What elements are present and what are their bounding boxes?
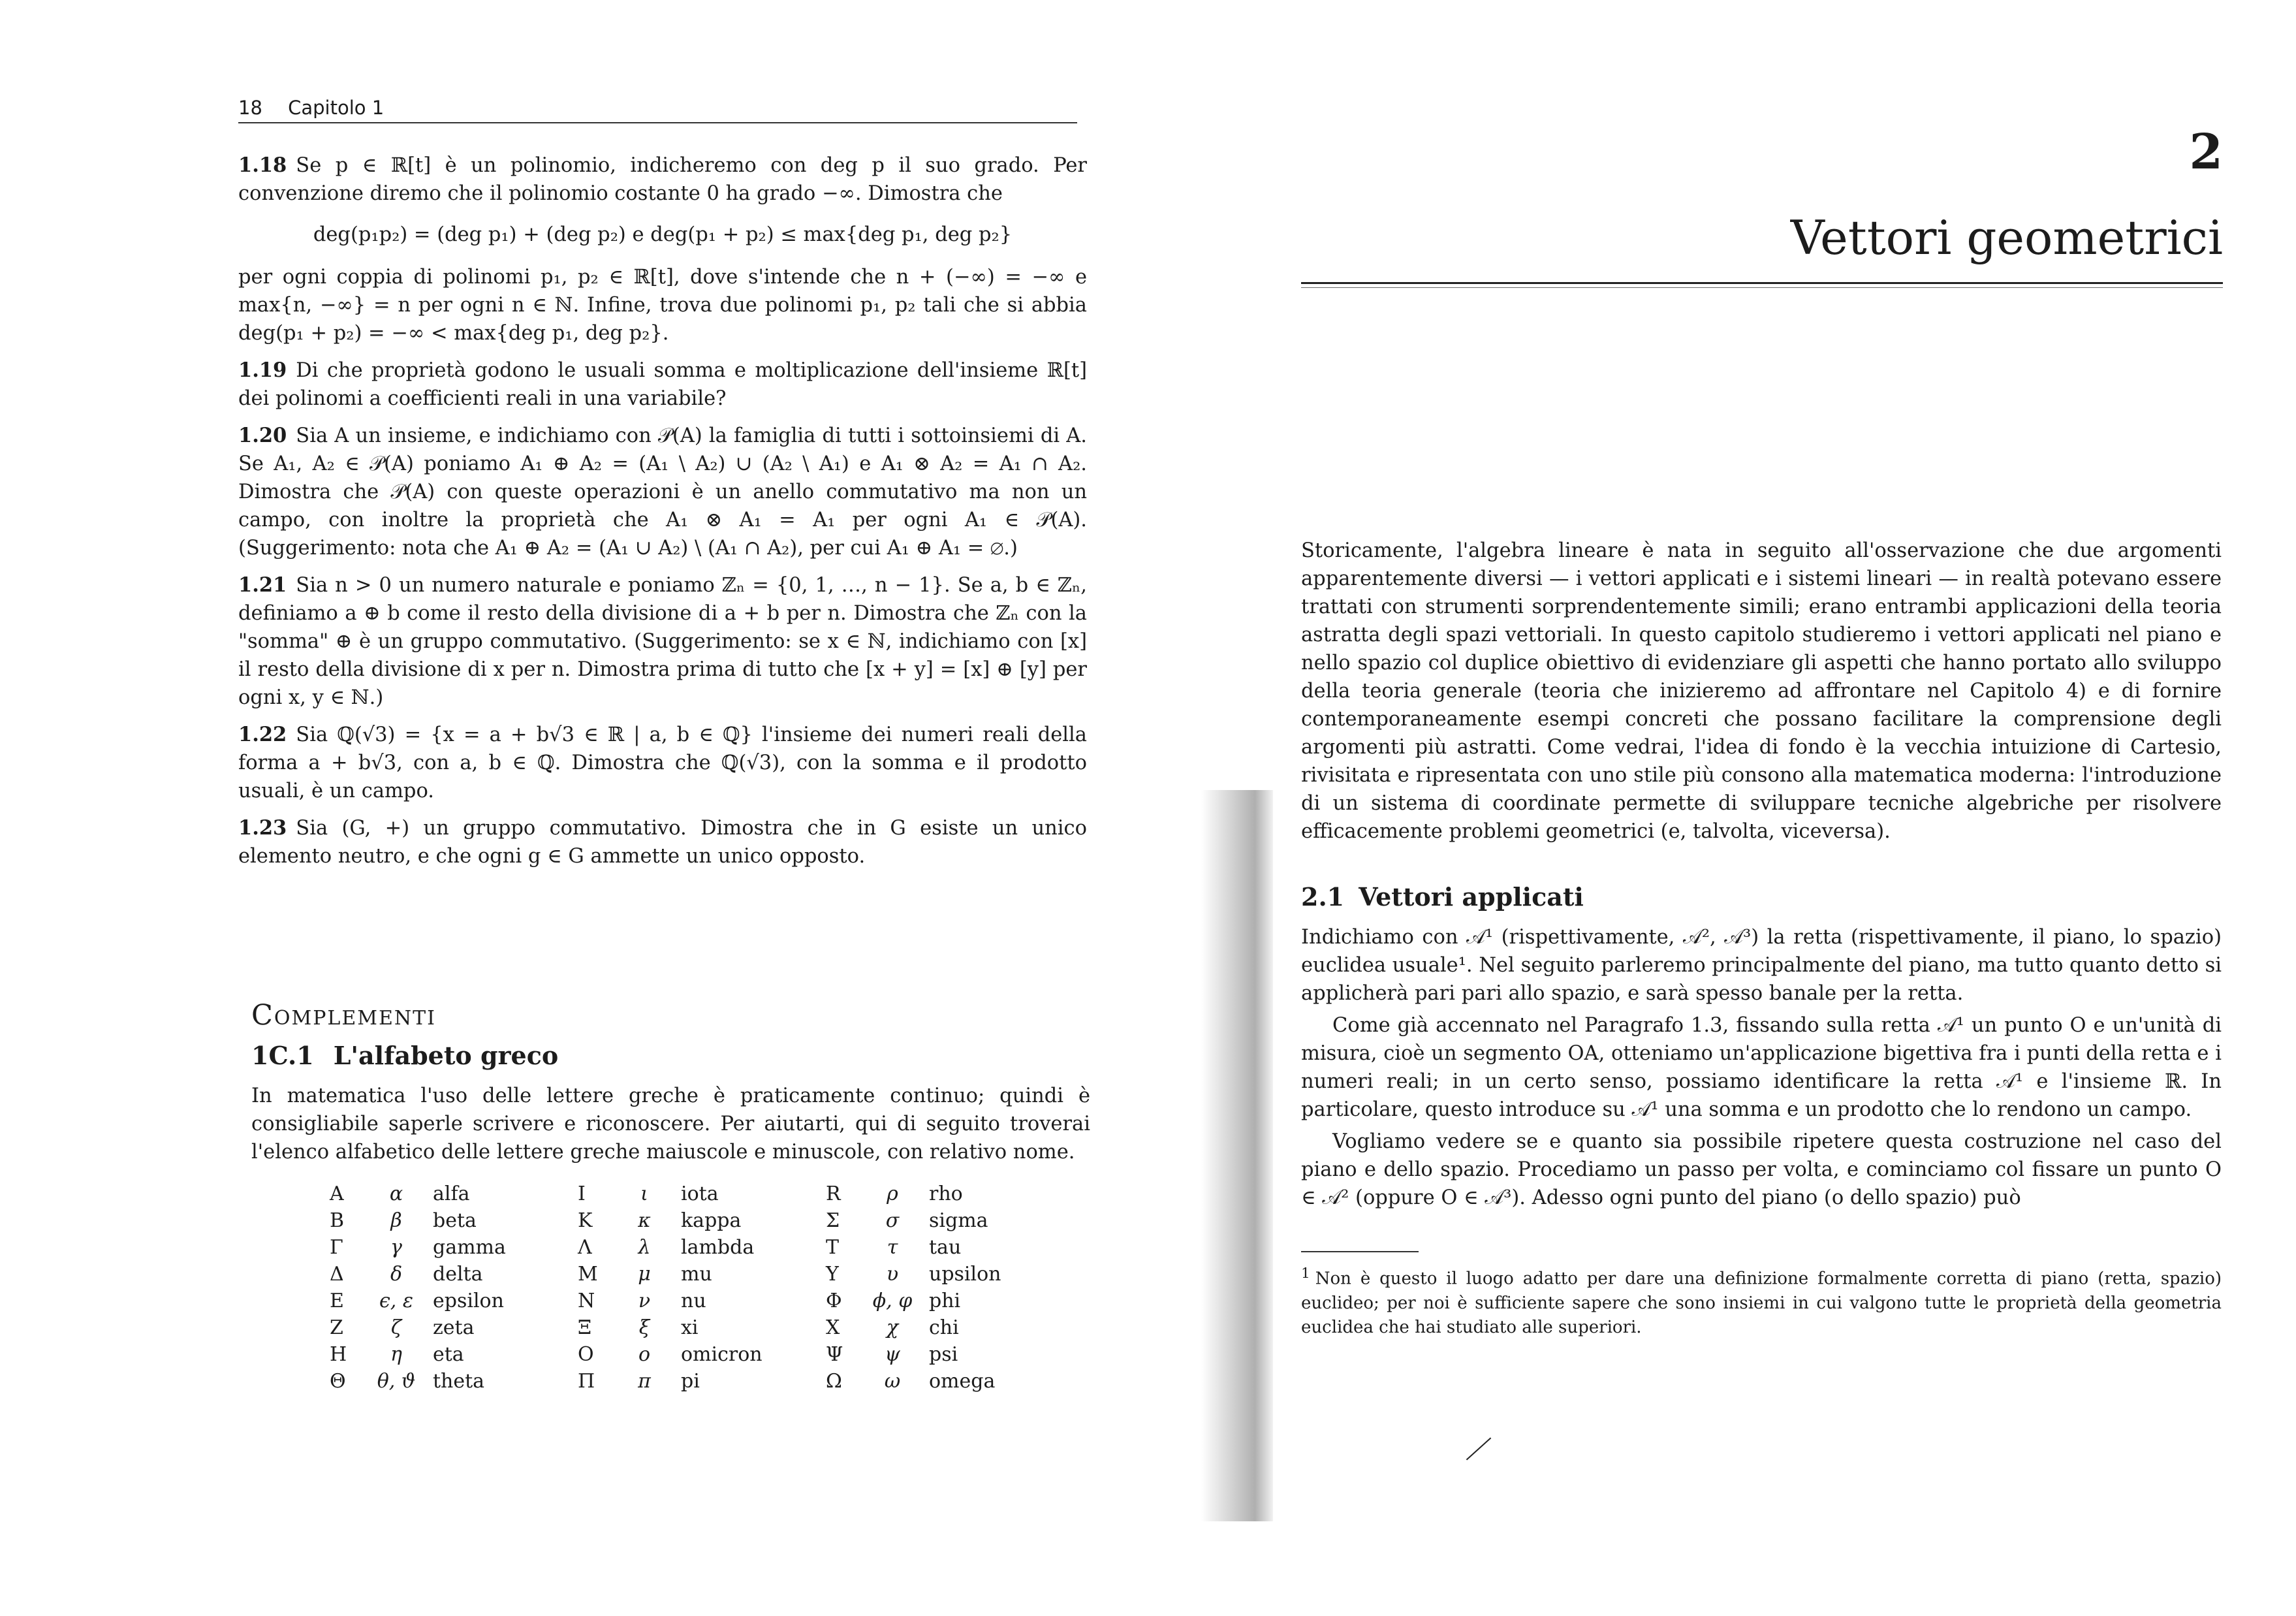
exercise-list <box>238 151 1087 879</box>
uppercase-letter: Γ <box>330 1236 343 1259</box>
greek-row <box>578 1234 826 1261</box>
letter-name: sigma <box>929 1209 988 1232</box>
greek-row <box>826 1368 1074 1395</box>
greek-row <box>330 1288 578 1314</box>
lowercase-letter: μ <box>638 1263 651 1286</box>
chapter-number: 2 <box>2189 124 2223 180</box>
lowercase-letter: π <box>638 1370 651 1393</box>
uppercase-letter: Ξ <box>578 1316 592 1339</box>
greek-row <box>578 1368 826 1395</box>
greek-row <box>578 1180 826 1207</box>
lowercase-letter: ϕ, φ <box>872 1290 913 1312</box>
uppercase-letter: Φ <box>826 1290 842 1312</box>
lowercase-letter: η <box>390 1343 402 1366</box>
greek-row <box>826 1288 1074 1314</box>
exercise-number: 1.21 <box>238 573 287 597</box>
greek-row <box>826 1314 1074 1341</box>
complementi-section <box>251 999 1090 1395</box>
lowercase-letter: ω <box>884 1370 901 1393</box>
greek-row <box>826 1341 1074 1368</box>
running-head-title: Capitolo 1 <box>288 97 385 119</box>
uppercase-letter: B <box>330 1209 345 1232</box>
lowercase-letter: δ <box>390 1263 403 1286</box>
uppercase-letter: E <box>330 1290 344 1312</box>
greek-column <box>826 1180 1074 1395</box>
letter-name: tau <box>929 1236 962 1259</box>
letter-name: phi <box>929 1290 961 1312</box>
uppercase-letter: X <box>826 1316 840 1339</box>
letter-name: psi <box>929 1343 958 1366</box>
complementi-heading: Complementi <box>251 999 436 1032</box>
exercise-1-23 <box>238 814 1087 870</box>
exercise-text-continued: per ogni coppia di polinomi p₁, p₂ ∈ ℝ[t], dove s'intende che n + (−∞) = −∞ e max{n, −∞} = n per ogni n ∈ ℕ. Infine, trova due polinomi p₁, p₂ tali che si abbia deg(p₁ + p₂) = −∞ < max{deg p₁, deg p₂}. <box>238 266 1087 345</box>
exercise-text: Di che proprietà godono le usuali somma e moltiplicazione dell'insieme ℝ[t] dei polinomi a coefficienti reali in una variabile? <box>238 359 1087 410</box>
section-title: Vettori applicati <box>1359 882 1584 911</box>
lowercase-letter: ψ <box>885 1343 900 1366</box>
greek-column <box>330 1180 578 1395</box>
exercise-1-22 <box>238 721 1087 805</box>
exercise-1-18 <box>238 151 1087 347</box>
uppercase-letter: T <box>826 1236 840 1259</box>
lowercase-letter: o <box>638 1343 651 1366</box>
lowercase-letter: β <box>390 1209 402 1232</box>
lowercase-letter: ι <box>640 1182 648 1205</box>
letter-name: lambda <box>681 1236 755 1259</box>
chapter-rule <box>1301 282 2223 284</box>
letter-name: omega <box>929 1370 996 1393</box>
scan-shadow <box>1201 790 1273 1521</box>
chapter-intro: Storicamente, l'algebra lineare è nata in seguito all'osservazione che due argomenti apparentemente diversi — i vettori applicati e i sistemi lineari — in realtà potevano essere trattati con strumenti sorprendentemente simili; erano entrambi applicazioni della teoria astratta degli spazi vettoriali. In questo capitolo studieremo i vettori applicati nel piano e nello spazio col duplice obiettivo di evidenziare gli aspetti che hanno portato allo sviluppo della teoria generale (teoria che inizieremo ad affrontare nel Capitolo 4) e di fornire contemporaneamente esempi concreti che possano facilitare la comprensione degli argomenti più astratti. Come vedrai, l'idea di fondo è la vecchia intuizione di Cartesio, rivisitata e ripresentata con uno stile più consono alla matematica moderna: l'introduzione di un sistema di coordinate permette di sviluppare tecniche algebriche per risolvere efficacemente problemi geometrici (e, talvolta, viceversa). <box>1301 539 2222 843</box>
uppercase-letter: Ω <box>826 1370 842 1393</box>
letter-name: epsilon <box>433 1290 504 1312</box>
exercise-text: Sia (G, +) un gruppo commutativo. Dimostra che in G esiste un unico elemento neutro, e che ogni g ∈ G ammette un unico opposto. <box>238 817 1087 868</box>
greek-row <box>330 1314 578 1341</box>
greek-alphabet-table <box>330 1180 1090 1395</box>
lowercase-letter: γ <box>390 1236 402 1259</box>
exercise-number: 1.18 <box>238 153 287 177</box>
greek-row <box>578 1261 826 1288</box>
exercise-text: Sia A un insieme, e indichiamo con 𝒫(A) la famiglia di tutti i sottoinsiemi di A. Se A₁, A₂ ∈ 𝒫(A) poniamo A₁ ⊕ A₂ = (A₁ \ A₂) ∪ (A₂ \ A₁) e A₁ ⊗ A₂ = A₁ ∩ A₂. Dimostra che 𝒫(A) con queste operazioni è un anello commutativo ma non un campo, con inoltre la proprietà che A₁ ⊗ A₁ = A₁ per ogni A₁ ∈ 𝒫(A). (Suggerimento: nota che A₁ ⊕ A₂ = (A₁ ∪ A₂) \ (A₁ ∩ A₂), per cui A₁ ⊕ A₁ = ∅.) <box>238 424 1087 560</box>
lowercase-letter: ρ <box>887 1182 898 1205</box>
greek-row <box>826 1207 1074 1234</box>
footnote <box>1301 1261 2222 1340</box>
uppercase-letter: K <box>578 1209 593 1232</box>
letter-name: nu <box>681 1290 706 1312</box>
lowercase-letter: χ <box>886 1316 899 1339</box>
chapter-title: Vettori geometrici <box>1790 210 2223 265</box>
uppercase-letter: Δ <box>330 1263 344 1286</box>
lowercase-letter: θ, ϑ <box>377 1370 416 1393</box>
uppercase-letter: N <box>578 1290 595 1312</box>
section-intro: In matematica l'uso delle lettere greche è praticamente continuo; quindi è consigliabile saperle scrivere e riconoscere. Per aiutarti, qui di seguito troverai l'elenco alfabetico delle lettere greche maiuscole e minuscole, con relativo nome. <box>251 1085 1090 1164</box>
lowercase-letter: ζ <box>390 1316 402 1339</box>
letter-name: mu <box>681 1263 712 1286</box>
uppercase-letter: M <box>578 1263 598 1286</box>
uppercase-letter: R <box>826 1182 841 1205</box>
letter-name: delta <box>433 1263 483 1286</box>
section-number: 1C.1 <box>251 1041 314 1070</box>
greek-row <box>330 1207 578 1234</box>
uppercase-letter: I <box>578 1182 586 1205</box>
letter-name: chi <box>929 1316 959 1339</box>
exercise-text: Se p ∈ ℝ[t] è un polinomio, indicheremo con deg p il suo grado. Per convenzione diremo che il polinomio costante 0 ha grado −∞. Dimostra che <box>238 154 1087 205</box>
exercise-number: 1.20 <box>238 424 287 447</box>
footnote-mark: 1 <box>1301 1265 1310 1282</box>
uppercase-letter: A <box>330 1182 344 1205</box>
section-paragraph: Come già accennato nel Paragrafo 1.3, fissando sulla retta 𝒜¹ un punto O e un'unità di misura, cioè un segmento OA, otteniamo un'applicazione bigettiva fra i punti della retta e i numeri reali; in un certo senso, possiamo identificare la retta 𝒜¹ e l'insieme ℝ. In particolare, questo introduce su 𝒜¹ una somma e un prodotto che lo rendono un campo. <box>1301 1014 2222 1121</box>
exercise-1-19 <box>238 356 1087 413</box>
letter-name: upsilon <box>929 1263 1001 1286</box>
greek-row <box>330 1180 578 1207</box>
section-paragraph: Indichiamo con 𝒜¹ (rispettivamente, 𝒜², 𝒜³) la retta (rispettivamente, il piano, lo spazio) euclidea usuale¹. Nel seguito parleremo principalmente del piano, ma tutto quanto detto si applicherà pari pari allo spazio, e sarà spesso banale per la retta. <box>1301 926 2222 1005</box>
letter-name: xi <box>681 1316 699 1339</box>
uppercase-letter: Ψ <box>826 1343 843 1366</box>
lowercase-letter: κ <box>638 1209 651 1232</box>
exercise-1-20 <box>238 422 1087 562</box>
lowercase-letter: υ <box>886 1263 899 1286</box>
lowercase-letter: ν <box>638 1290 651 1312</box>
uppercase-letter: Σ <box>826 1209 840 1232</box>
section-title: L'alfabeto greco <box>333 1041 559 1070</box>
exercise-text: Sia ℚ(√3) = {x = a + b√3 ∈ ℝ | a, b ∈ ℚ} l'insieme dei numeri reali della forma a + b√3, con a, b ∈ ℚ. Dimostra che ℚ(√3), con la somma e il prodotto usuali, è un campo. <box>238 723 1087 802</box>
exercise-1-21 <box>238 571 1087 712</box>
uppercase-letter: H <box>330 1343 347 1366</box>
greek-row <box>826 1234 1074 1261</box>
exercise-text: Sia n > 0 un numero naturale e poniamo ℤₙ = {0, 1, …, n − 1}. Se a, b ∈ ℤₙ, definiamo a ⊕ b come il resto della divisione di a + b per n. Dimostra che ℤₙ con la "somma" ⊕ è un gruppo commutativo. (Suggerimento: se x ∈ ℕ, indichiamo con [x] il resto della divisione di x per n. Dimostra prima di tutto che [x + y] = [x] ⊕ [y] per ogni x, y ∈ ℕ.) <box>238 574 1087 709</box>
greek-column <box>578 1180 826 1395</box>
lowercase-letter: ξ <box>638 1316 650 1339</box>
letter-name: zeta <box>433 1316 475 1339</box>
uppercase-letter: Λ <box>578 1236 592 1259</box>
lowercase-letter: σ <box>885 1209 900 1232</box>
letter-name: alfa <box>433 1182 470 1205</box>
greek-row <box>826 1261 1074 1288</box>
uppercase-letter: Z <box>330 1316 343 1339</box>
right-page <box>1148 0 2296 1616</box>
greek-row <box>330 1368 578 1395</box>
lowercase-letter: λ <box>638 1236 651 1259</box>
exercise-number: 1.22 <box>238 723 287 746</box>
letter-name: beta <box>433 1209 477 1232</box>
letter-name: pi <box>681 1370 700 1393</box>
page-number: 18 <box>238 97 262 119</box>
lowercase-letter: τ <box>887 1236 898 1259</box>
letter-name: omicron <box>681 1343 763 1366</box>
exercise-number: 1.19 <box>238 358 287 382</box>
greek-row <box>578 1288 826 1314</box>
letter-name: iota <box>681 1182 719 1205</box>
lowercase-letter: α <box>389 1182 403 1205</box>
chapter-rule-thin <box>1301 287 2223 288</box>
section-number: 2.1 <box>1301 882 1345 911</box>
chapter-body <box>1301 537 2222 1340</box>
uppercase-letter: O <box>578 1343 594 1366</box>
greek-row <box>826 1180 1074 1207</box>
lowercase-letter: ϵ, ε <box>379 1290 413 1312</box>
letter-name: gamma <box>433 1236 506 1259</box>
greek-row <box>578 1341 826 1368</box>
footnote-rule <box>1301 1251 1419 1252</box>
letter-name: eta <box>433 1343 464 1366</box>
footnote-text: Non è questo il luogo adatto per dare una definizione formalmente corretta di piano (retta, spazio) euclideo; per noi è sufficiente sapere che sono insiemi in cui valgono tutte le proprietà della geometria euclidea che hai studiato alle superiori. <box>1301 1269 2222 1337</box>
greek-row <box>578 1314 826 1341</box>
section-heading <box>251 1041 1090 1070</box>
greek-row <box>330 1261 578 1288</box>
uppercase-letter: Π <box>578 1370 595 1393</box>
letter-name: kappa <box>681 1209 742 1232</box>
exercise-number: 1.23 <box>238 816 287 840</box>
greek-row <box>330 1341 578 1368</box>
display-formula: deg(p₁p₂) = (deg p₁) + (deg p₂) e deg(p₁ + p₂) ≤ max{deg p₁, deg p₂} <box>313 223 1013 246</box>
running-head <box>238 97 1077 123</box>
greek-row <box>578 1207 826 1234</box>
uppercase-letter: Θ <box>330 1370 346 1393</box>
letter-name: theta <box>433 1370 485 1393</box>
section-heading <box>1301 882 2222 911</box>
uppercase-letter: Υ <box>826 1263 839 1286</box>
letter-name: rho <box>929 1182 963 1205</box>
section-paragraph: Vogliamo vedere se e quanto sia possibile ripetere questa costruzione nel caso del piano e dello spazio. Procediamo un passo per volta, e cominciamo col fissare un punto O ∈ 𝒜² (oppure O ∈ 𝒜³). Adesso ogni punto del piano (o dello spazio) può <box>1301 1130 2222 1209</box>
greek-row <box>330 1234 578 1261</box>
